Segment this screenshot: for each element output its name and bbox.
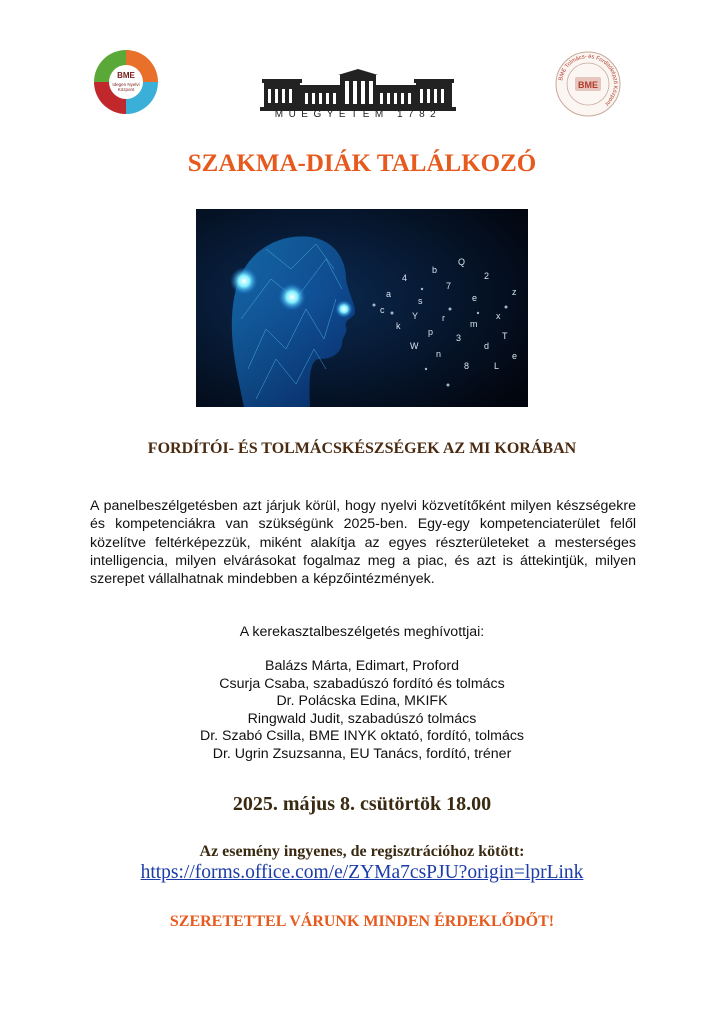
invitee-item: Ringwald Judit, szabadúszó tolmács bbox=[247, 710, 477, 727]
svg-text:T: T bbox=[502, 331, 508, 341]
svg-text:8: 8 bbox=[464, 361, 470, 371]
invitee-list bbox=[0, 658, 724, 763]
svg-text:n: n bbox=[436, 349, 442, 359]
invitee-item: Csurja Csaba, szabadúszó fordító és tolmács bbox=[219, 675, 505, 692]
svg-text:b: b bbox=[432, 265, 438, 275]
svg-text:k: k bbox=[396, 321, 401, 331]
bme-translator-center-seal bbox=[554, 50, 622, 118]
svg-text:e: e bbox=[512, 351, 518, 361]
closing-message: SZERETETTEL VÁRUNK MINDEN ÉRDEKLŐDŐT! bbox=[169, 913, 555, 930]
svg-text:Q: Q bbox=[458, 257, 466, 267]
bme-language-center-logo bbox=[90, 46, 162, 118]
ai-head-letters-image bbox=[196, 209, 528, 407]
invitees-heading: A kerekasztalbeszélgetés meghívottjai: bbox=[239, 624, 485, 640]
svg-text:a: a bbox=[386, 289, 392, 299]
svg-text:r: r bbox=[442, 313, 445, 323]
event-date: 2025. május 8. csütörtök 18.00 bbox=[232, 793, 492, 815]
svg-text:2: 2 bbox=[484, 271, 490, 281]
left-logo-text-3: Központ bbox=[117, 87, 135, 92]
svg-text:p: p bbox=[428, 327, 434, 337]
seal-ring-text: BME Tolmács- és Fordítóképző Központ bbox=[558, 53, 619, 107]
svg-text:m: m bbox=[470, 319, 478, 329]
left-logo-text-1: BME bbox=[117, 71, 135, 80]
svg-text:s: s bbox=[418, 296, 423, 306]
university-motto: MŰEGYETEM 1782 bbox=[274, 109, 442, 120]
svg-text:z: z bbox=[512, 287, 517, 297]
invitee-item: Dr. Polácska Edina, MKIFK bbox=[276, 693, 448, 709]
registration-note: Az esemény ingyenes, de regisztrációhoz kötött: bbox=[199, 843, 525, 860]
invitee-item: Dr. Szabó Csilla, BME INYK oktató, fordító, tolmács bbox=[199, 728, 525, 744]
svg-text:7: 7 bbox=[446, 281, 452, 291]
svg-text:Y: Y bbox=[412, 311, 419, 321]
invitee-item: Balázs Márta, Edimart, Proford bbox=[265, 658, 459, 674]
seal-center-text: BME bbox=[578, 80, 598, 90]
invitee-item: Dr. Ugrin Zsuzsanna, EU Tanács, fordító, tréner bbox=[212, 745, 512, 762]
svg-text:x: x bbox=[496, 311, 501, 321]
svg-text:4: 4 bbox=[402, 273, 408, 283]
svg-text:c: c bbox=[380, 305, 385, 315]
intro-paragraph: A panelbeszélgetésben azt járjuk körül, hogy nyelvi közvetítőként milyen készségekre és kompetenciákra van szükségünk 2025-ben. Egy-egy kompetenciaterület felől közelítve feltérképezzük, miként alakítja az egyes részterületeket a mesterséges intelligencia, milyen elvárásokat fogalmaz meg a piac, és azt is áttekintjük, milyen szerepet vállalhatnak mindebben a képzőintézmények. bbox=[90, 498, 636, 588]
event-subtitle: FORDÍTÓI- ÉS TOLMÁCSKÉSZSÉGEK AZ MI KORÁBAN bbox=[147, 440, 577, 457]
page-title: SZAKMA-DIÁK TALÁLKOZÓ bbox=[187, 150, 537, 177]
left-logo-text-2: Idegen Nyelvi bbox=[112, 82, 140, 87]
registration-link[interactable]: https://forms.office.com/e/ZYMa7csPJU?origin=lprLink bbox=[140, 862, 584, 883]
svg-text:d: d bbox=[484, 341, 490, 351]
svg-text:e: e bbox=[472, 293, 478, 303]
svg-text:3: 3 bbox=[456, 333, 462, 343]
svg-text:L: L bbox=[494, 361, 500, 371]
svg-text:W: W bbox=[410, 341, 419, 351]
